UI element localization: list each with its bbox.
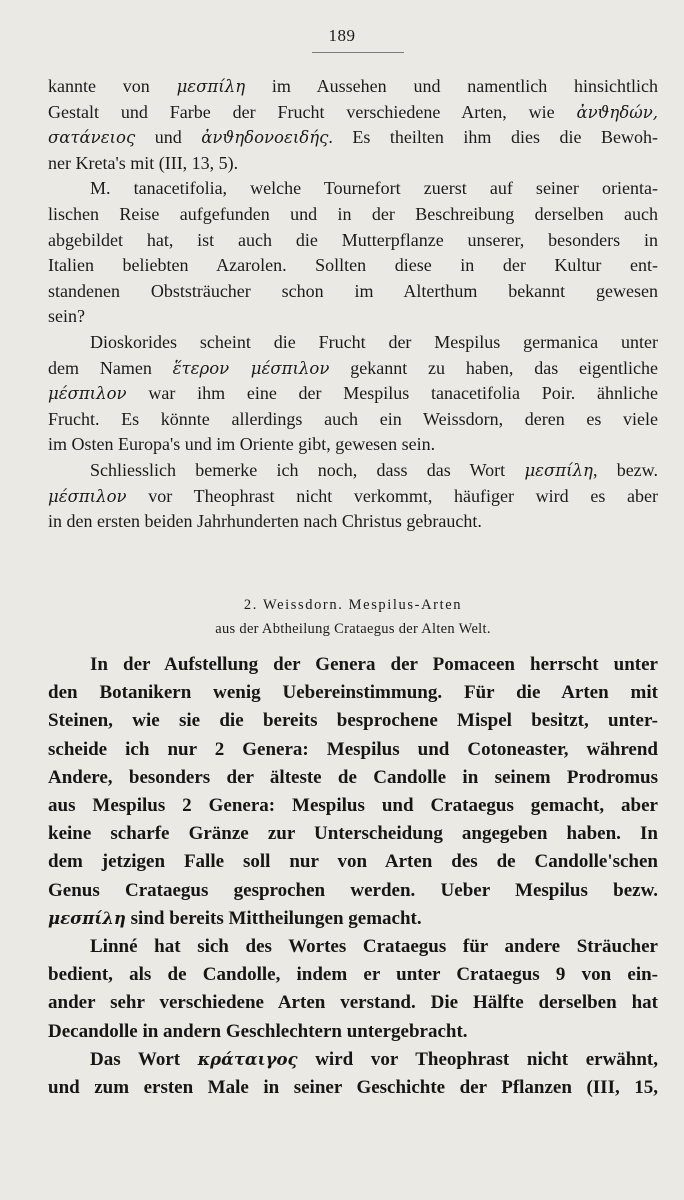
text-line: Decandolle in andern Geschlechtern untergebracht.	[48, 1020, 468, 1042]
text-line: μέσπιλον war ihm eine der Mespilus tanacetifolia Poir. ähnliche	[48, 383, 658, 404]
text-line: Italien beliebten Azarolen. Sollten diese in der Kultur ent-	[48, 255, 658, 276]
text-line: dem Namen ἕτερον μέσπιλον gekannt zu haben, das eigentliche	[48, 357, 659, 378]
text-line: kannte von μεσπίλη im Aussehen und namentlich hinsichtlich	[48, 76, 658, 96]
text-line: Andere, besonders der älteste de Candolle in seinem Prodromus	[48, 766, 658, 788]
text-line: ander sehr verschiedene Arten verstand. Die Hälfte derselben hat	[48, 992, 658, 1014]
section-2-text	[48, 651, 658, 1102]
text-line: in den ersten beiden Jahrhunderten nach Christus gebraucht.	[48, 511, 482, 532]
text-line: Gestalt und Farbe der Frucht verschiedene Arten, wie ἀνϑηδών,	[48, 101, 658, 122]
page-number: 189	[328, 26, 356, 45]
text-line: standenen Obststräucher schon im Alterthum bekannt gewesen	[48, 280, 658, 301]
section-1-text	[48, 74, 658, 535]
text-line: Genus Crataegus gesprochen werden. Ueber Mespilus bezw.	[48, 879, 658, 901]
text-line: aus Mespilus 2 Genera: Mespilus und Crataegus gemacht, aber	[48, 795, 658, 817]
header-rule	[312, 52, 404, 53]
text-line: M. tanacetifolia, welche Tournefort zuerst auf seiner orienta-	[90, 178, 658, 199]
text-line: im Osten Europa's und im Oriente gibt, gewesen sein.	[48, 434, 436, 455]
text-line: μέσπιλον vor Theophrast nicht verkommt, häufiger wird es aber	[48, 485, 658, 506]
text-line: dem jetzigen Falle soll nur von Arten des de Candolle'schen	[48, 851, 658, 873]
text-line: Steinen, wie sie die bereits besprochene Mispel besitzt, unter-	[48, 710, 658, 732]
text-line: den Botanikern wenig Uebereinstimmung. Für die Arten mit	[48, 682, 658, 704]
text-line: Schliesslich bemerke ich noch, dass das Wort μεσπίλη, bezw.	[90, 459, 658, 480]
text-line: scheide ich nur 2 Genera: Mespilus und Cotoneaster, während	[48, 738, 658, 760]
text-line: σατάνειος und ἀνϑηδονοειδής. Es theilten ihm dies die Bewoh-	[48, 127, 658, 148]
text-line: Linné hat sich des Wortes Crataegus für andere Sträucher	[90, 936, 658, 958]
text-line: lischen Reise aufgefunden und in der Beschreibung derselben auch	[48, 203, 658, 224]
text-line: abgebildet hat, ist auch die Mutterpflanze unserer, besonders in	[48, 229, 658, 250]
text-line: ner Kreta's mit (III, 13, 5).	[48, 152, 239, 173]
text-line: Das Wort κράταιγος wird vor Theophrast nicht erwähnt,	[90, 1048, 659, 1070]
text-line: In der Aufstellung der Genera der Pomaceen herrscht unter	[90, 654, 658, 675]
section-subheading: aus der Abtheilung Crataegus der Alten Welt.	[215, 621, 491, 637]
text-line: Frucht. Es könnte allerdings auch ein Weissdorn, deren es viele	[48, 408, 658, 429]
section-heading: 2. Weissdorn. Mespilus-Arten	[243, 597, 463, 613]
text-line: μεσπίλη sind bereits Mittheilungen gemacht.	[48, 907, 422, 929]
text-line: und zum ersten Male in seiner Geschichte der Pflanzen (III, 15,	[48, 1077, 658, 1099]
text-line: sein?	[48, 306, 85, 327]
text-line: keine scharfe Gränze zur Unterscheidung angegeben haben. In	[48, 823, 658, 845]
text-line: Dioskorides scheint die Frucht der Mespilus germanica unter	[90, 331, 658, 352]
text-line: bedient, als de Candolle, indem er unter Crataegus 9 von ein-	[48, 964, 658, 986]
